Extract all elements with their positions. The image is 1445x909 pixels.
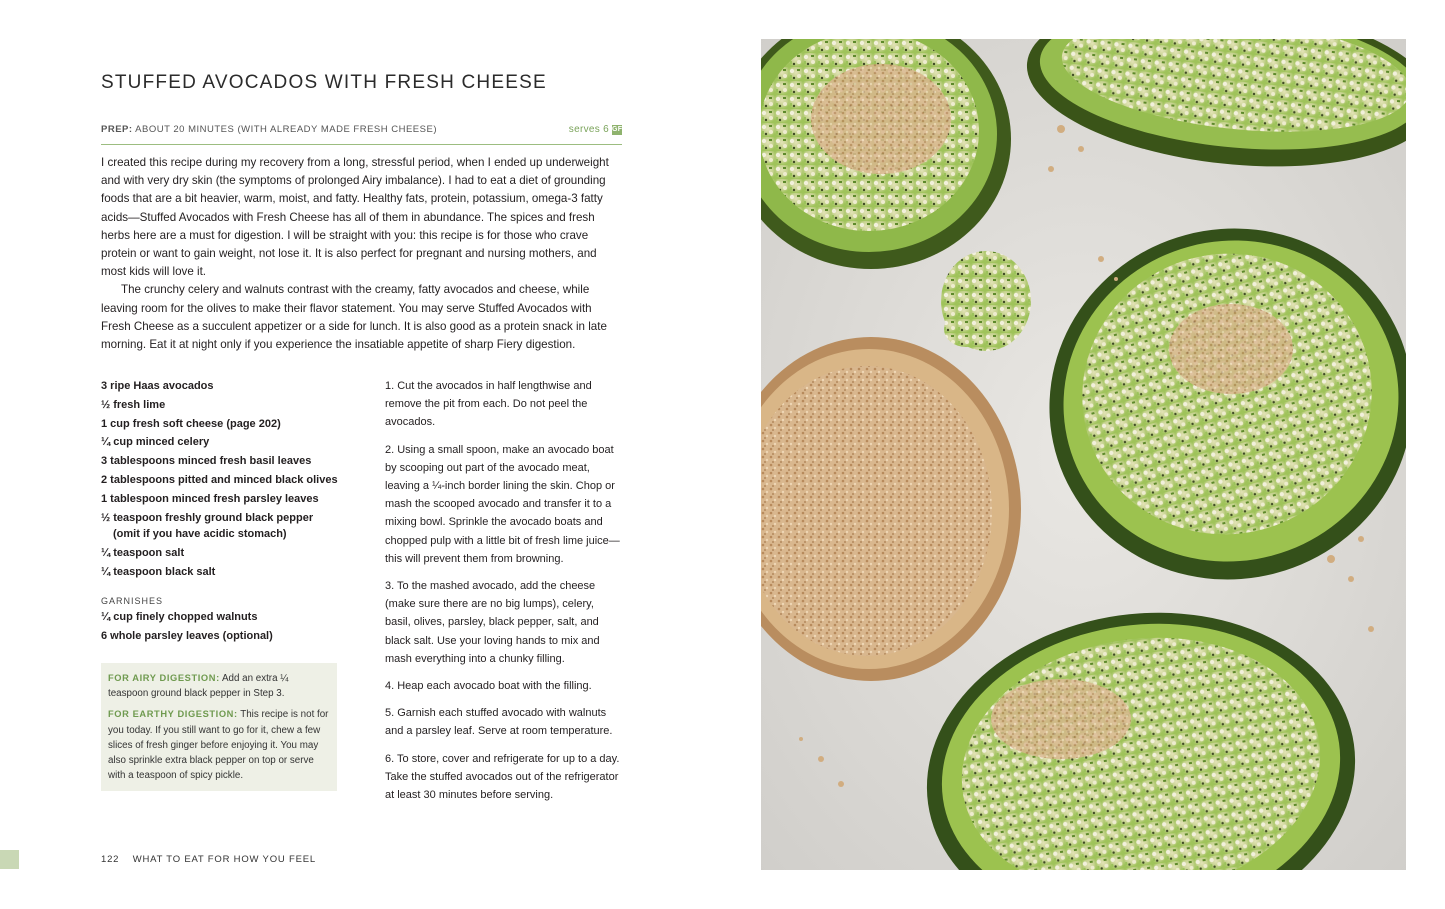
page-number: 122 [101,854,120,865]
garnish-item: ¼ cup finely chopped walnuts [101,610,258,623]
ingredient-note: (omit if you have acidic stomach) [113,528,287,541]
ingredient-item: ¼ cup minced celery [101,436,210,449]
garnishes-heading: GARNISHES [101,595,164,606]
serves-count: serves 6 [568,124,609,135]
step-item: 1. Cut the avocados in half lengthwise and remove the pit from each. Do not peel the avocados. [385,380,592,429]
ingredient-item: 3 ripe Haas avocados [101,380,214,392]
step-item: 4. Heap each avocado boat with the filling. [385,680,592,693]
intro-text [101,154,622,354]
page-footer [101,854,316,865]
ingredient-item: 3 tablespoons minced fresh basil leaves [101,455,312,468]
ingredient-item: ¼ teaspoon salt [101,547,185,560]
step-item: 5. Garnish each stuffed avocado with walnuts and a parsley leaf. Serve at room temperature. [385,707,613,738]
note-text: This recipe is not for you today. If you still want to go for it, chew a few slices of fresh ginger before enjoying it. You may also sprinkle extra black pepper on top or serve with a teaspoon of spicy pickle. [108,709,329,782]
ingredient-item: 1 tablespoon minced fresh parsley leaves [101,492,319,505]
prep-label: PREP: [101,124,133,135]
section-tab-marker [0,850,19,869]
note-text: Add an extra ¼ teaspoon ground black pepper in Step 3. [108,673,289,700]
note-earthy [108,707,330,783]
intro-paragraph: I created this recipe during my recovery from a long, stressful period, when I ended up underweight and with very dry skin (the symptoms of prolonged Airy imbalance). I had to eat a diet of grounding foods that are a bit heavier, warm, moist, and fatty. Healthy fats, protein, potassium, omega-3 fatty acids—Stuffed Avocados with Fresh Cheese has all of them in abundance. The spices and fresh herbs here are a must for digestion. I will be straight with you: this recipe is for those who crave protein or want to gain weight, not lose it. It is also perfect for pregnant and nursing mothers, and most kids will love it. [101,156,609,279]
ingredient-item: ¼ teaspoon black salt [101,566,216,579]
note-airy [108,671,330,701]
ingredient-item: ½ fresh lime [101,398,166,411]
stuffed-avocados-photo-icon [761,39,1406,870]
ingredients-list [101,377,351,646]
ingredient-item-with-note [101,509,351,542]
ingredient-item: 1 cup fresh soft cheese (page 202) [101,417,281,430]
prep-time: ABOUT 20 MINUTES (WITH ALREADY MADE FRESH CHEESE) [135,124,437,135]
step-item: 3. To the mashed avocado, add the cheese (make sure there are no big lumps), celery, basil, olives, parsley, black pepper, salt, and black salt. Use your loving hands to mix and mash everything into a chunky filling. [385,580,600,665]
step-item: 2. Using a small spoon, make an avocado boat by scooping out part of the avocado meat, leaving a ¼-inch border lining the skin. Chop or mash the scooped avocado and transfer it to a mixing bowl. Sprinkle the avocado boats and chopped pulp with a little bit of fresh lime juice—this will prevent them from browning. [385,443,620,565]
ingredient-item: ½ teaspoon freshly ground black pepper [101,511,314,524]
note-label: FOR EARTHY DIGESTION: [108,709,238,720]
book-title: WHAT TO EAT FOR HOW YOU FEEL [132,854,316,865]
note-label: FOR AIRY DIGESTION: [108,673,220,683]
garnish-item: 6 whole parsley leaves (optional) [101,629,273,642]
recipe-photo [761,39,1406,870]
divider [101,144,622,145]
recipe-title: STUFFED AVOCADOS WITH FRESH CHEESE [101,72,547,93]
gluten-free-badge-icon: GF [612,126,623,133]
prep-row [101,124,622,135]
ingredient-item: 2 tablespoons pitted and minced black olives [101,473,338,486]
digestion-notes-box [101,663,337,791]
method-steps [385,377,622,813]
intro-paragraph: The crunchy celery and walnuts contrast with the creamy, fatty avocados and cheese, while leaving room for the olives to make their flavor statement. You may serve Stuffed Avocados with Fresh Cheese as a succulent appetizer or a side for lunch. It is also good as a protein snack in late morning. Eat it at night only if you experience the insatiable appetite of sharp Fiery digestion. [101,283,607,352]
serves-info [569,124,622,135]
step-item: 6. To store, cover and refrigerate for up to a day. Take the stuffed avocados out of the refrigerator at least 30 minutes before serving. [385,752,620,802]
